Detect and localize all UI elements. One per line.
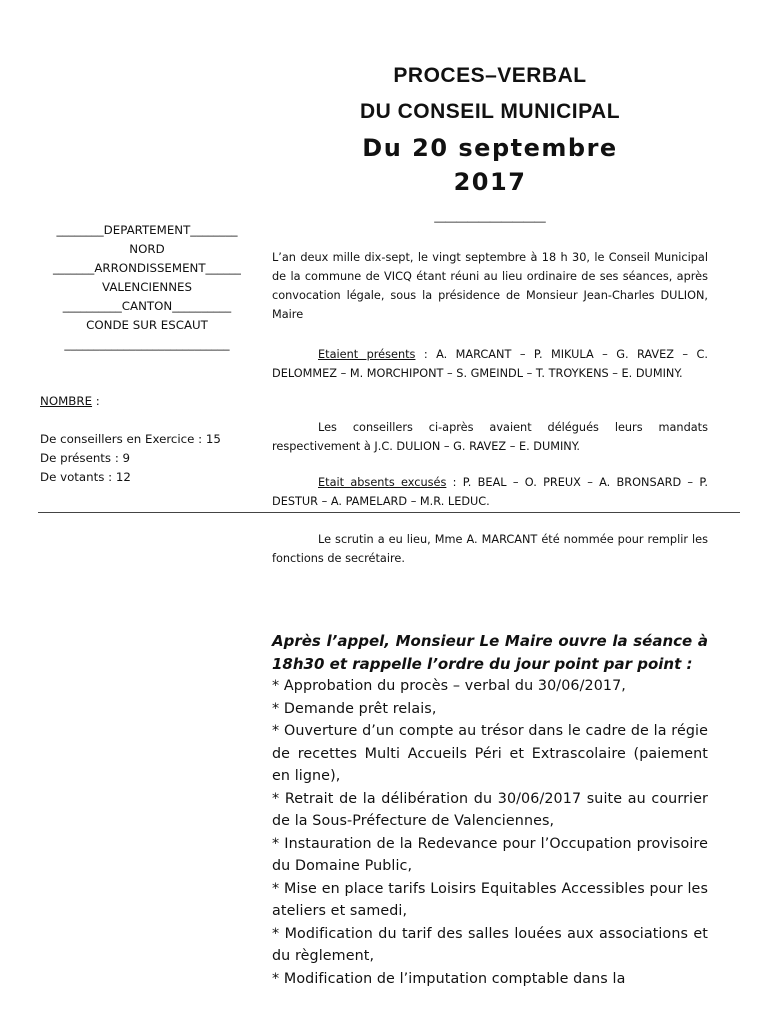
conseillers-votants: De votants : 12 xyxy=(40,470,131,484)
agenda-item: * Instauration de la Redevance pour l’Occupation provisoire du Domaine Public, xyxy=(272,835,708,874)
agenda-item: * Demande prêt relais, xyxy=(272,700,437,717)
agenda-item: * Modification de l’imputation comptable dans la xyxy=(272,970,626,987)
absents-label: Etait absents excusés xyxy=(318,476,447,489)
absents-paragraph xyxy=(272,473,708,511)
document-title xyxy=(270,58,710,226)
delegues-paragraph xyxy=(272,418,708,456)
title-underline: __________ xyxy=(434,203,546,225)
title-line-1: PROCES–VERBAL xyxy=(393,64,587,87)
sidebar-separator: ____________________________ xyxy=(64,337,230,351)
agenda-item: * Modification du tarif des salles louées aux associations et du règlement, xyxy=(272,925,708,964)
departement-value: NORD xyxy=(129,242,165,256)
agenda-section xyxy=(272,630,708,990)
presents-paragraph xyxy=(272,345,708,383)
title-year-line: 2017 xyxy=(453,168,527,196)
agenda-item: * Retrait de la délibération du 30/06/2017 suite au courrier de la Sous-Préfecture de Valenciennes, xyxy=(272,790,708,829)
title-date-line: Du 20 septembre xyxy=(362,134,618,162)
administrative-sidebar xyxy=(40,221,254,487)
arrondissement-value: VALENCIENNES xyxy=(102,280,192,294)
nombre-heading xyxy=(40,392,254,411)
conseillers-exercice: De conseillers en Exercice : 15 xyxy=(40,432,221,446)
presents-list: : A. MARCANT – P. MIKULA – G. RAVEZ – C. DELOMMEZ – M. MORCHIPONT – S. GMEINDL – T. TROYKENS – E. DUMINY. xyxy=(272,348,708,380)
canton-label: __________CANTON__________ xyxy=(62,299,232,313)
arrondissement-label: _______ARRONDISSEMENT______ xyxy=(53,261,241,275)
agenda-item: * Approbation du procès – verbal du 30/06/2017, xyxy=(272,678,626,694)
presents-label: Etaient présents xyxy=(318,348,416,361)
secretaire-text: Le scrutin a eu lieu, Mme A. MARCANT été nommée pour remplir les fonctions de secrétaire. xyxy=(272,533,708,565)
title-line-2: DU CONSEIL MUNICIPAL xyxy=(359,100,621,123)
nombre-label: NOMBRE xyxy=(40,394,93,408)
departement-label: ________DEPARTEMENT________ xyxy=(56,223,238,237)
nombre-colon: : xyxy=(92,394,100,408)
absents-list: : P. BEAL – O. PREUX – A. BRONSARD – P. DESTUR – A. PAMELARD – M.R. LEDUC. xyxy=(272,476,709,508)
delegues-text: Les conseillers ci-après avaient délégués leurs mandats respectivement à J.C. DULION – G. RAVEZ – E. DUMINY. xyxy=(272,421,708,453)
canton-value: CONDE SUR ESCAUT xyxy=(86,318,208,332)
conseillers-presents: De présents : 9 xyxy=(40,451,131,465)
agenda-item: * Ouverture d’un compte au trésor dans le cadre de la régie de recettes Multi Accueils Péri et Extrascolaire (paiement en ligne), xyxy=(272,723,708,784)
horizontal-divider xyxy=(38,512,740,513)
secretaire-paragraph xyxy=(272,530,708,568)
agenda-item: * Mise en place tarifs Loisirs Equitables Accessibles pour les ateliers et samedi, xyxy=(272,880,708,919)
agenda-intro: Après l’appel, Monsieur Le Maire ouvre la séance à 18h30 et rappelle l’ordre du jour point par point : xyxy=(272,632,708,673)
intro-paragraph: L’an deux mille dix-sept, le vingt septembre à 18 h 30, le Conseil Municipal de la commune de VICQ étant réuni au lieu ordinaire de ses séances, après convocation légale, sous la présidence de Monsieur Jean-Charles DULION, Maire xyxy=(272,251,708,321)
